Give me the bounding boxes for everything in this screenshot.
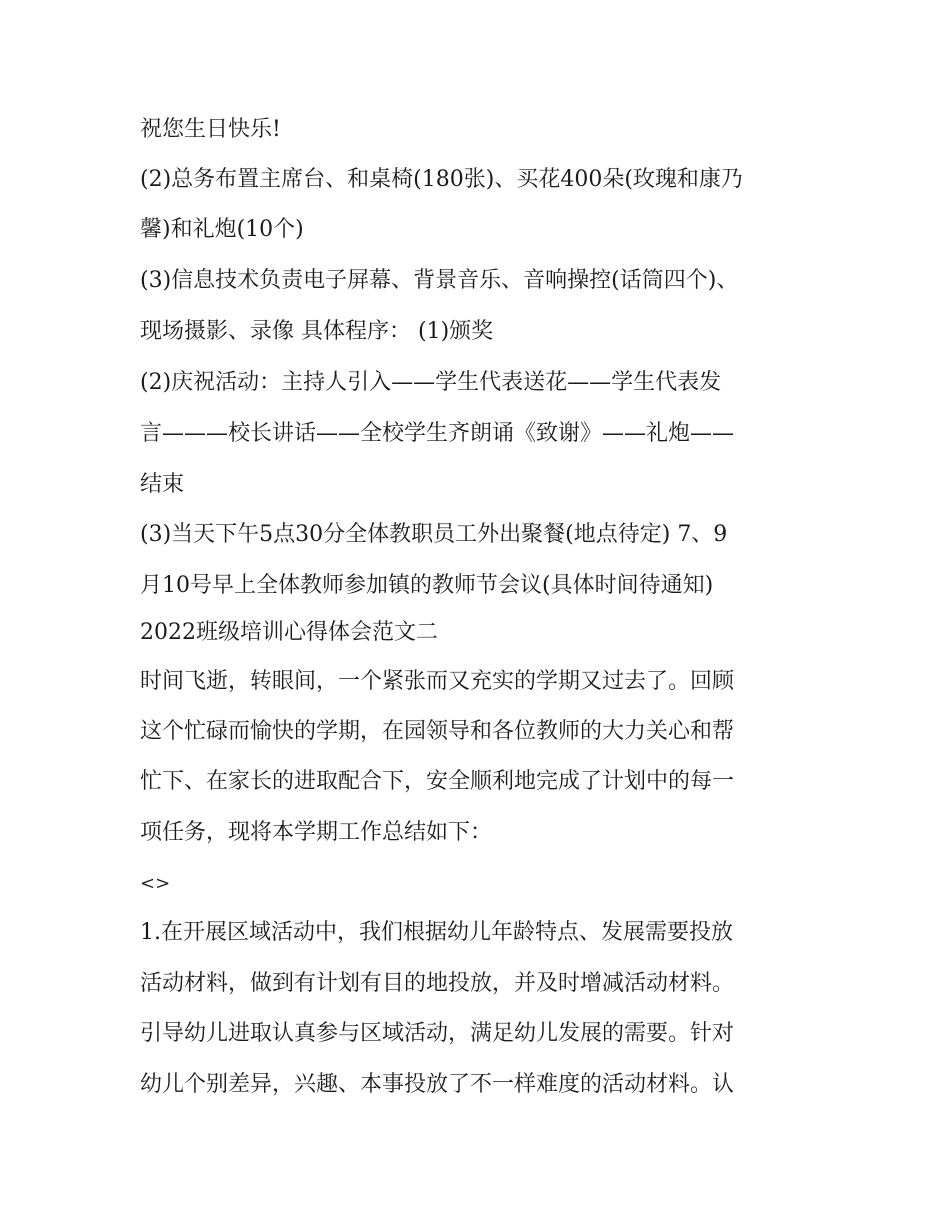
text-line: 幼儿个别差异，兴趣、本事投放了不一样难度的活动材料。认 (140, 1072, 735, 1097)
text-line: (3)当天下午5点30分全体教职员工外出聚餐(地点待定) 7、9 (140, 522, 728, 547)
text-line: 馨)和礼炮(10个) (140, 217, 304, 242)
text-line: 1.在开展区域活动中，我们根据幼儿年龄特点、发展需要投放 (140, 920, 733, 945)
text-line: 引导幼儿进取认真参与区域活动，满足幼儿发展的需要。针对 (140, 1021, 735, 1046)
text-line: 忙下、在家长的进取配合下，安全顺利地完成了计划中的每一 (140, 769, 735, 794)
text-line: (2)总务布置主席台、和桌椅(180张)、买花400朵(玫瑰和康乃 (140, 167, 743, 192)
text-line: 时间飞逝，转眼间，一个紧张而又充实的学期又过去了。回顾 (140, 669, 735, 694)
placeholder-marker: <> (140, 873, 171, 894)
text-line: 月10号早上全体教师参加镇的教师节会议(具体时间待通知) (140, 573, 714, 598)
text-line: 言———校长讲话——全校学生齐朗诵《致谢》——礼炮—— (140, 421, 735, 446)
text-line: 祝您生日快乐! (140, 117, 281, 142)
text-line: 现场摄影、录像 具体程序： (1)颁奖 (140, 319, 494, 344)
text-line: 活动材料，做到有计划有目的地投放，并及时增减活动材料。 (140, 971, 735, 996)
text-line: (2)庆祝活动：主持人引入——学生代表送花——学生代表发 (140, 370, 722, 395)
section-heading: 2022班级培训心得体会范文二 (140, 620, 438, 645)
text-line: (3)信息技术负责电子屏幕、背景音乐、音响操控(话筒四个)、 (140, 268, 739, 293)
text-line: 这个忙碌而愉快的学期，在园领导和各位教师的大力关心和帮 (140, 719, 735, 744)
text-line: 项任务，现将本学期工作总结如下： (140, 820, 493, 845)
text-line: 结束 (140, 472, 185, 497)
